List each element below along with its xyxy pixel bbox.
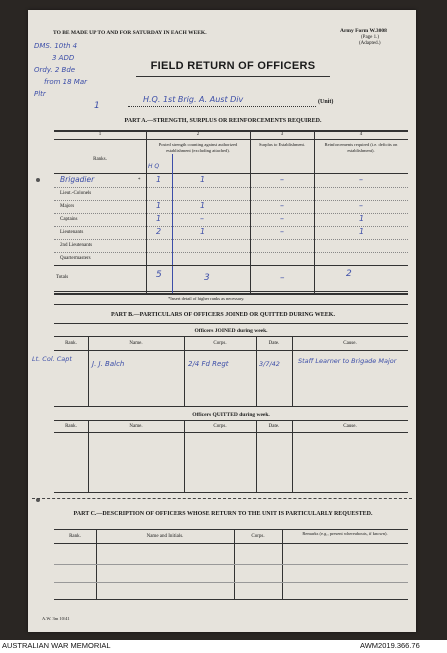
footer-accession: AWM2019.366.76 bbox=[360, 641, 420, 650]
partC-title: PART C.—DESCRIPTION OF OFFICERS WHOSE RETURN TO THE UNIT IS PARTICULARLY REQUESTED. bbox=[73, 511, 373, 517]
partC-rule bbox=[54, 529, 408, 530]
posted-a-cell: 2 bbox=[156, 227, 162, 236]
quitted-col-rank: Rank. bbox=[65, 424, 77, 429]
rank-cell: Lieutenants bbox=[60, 230, 84, 235]
quitted-bottom-rule bbox=[54, 492, 408, 493]
partC-col-name: Name and Initials. bbox=[146, 534, 184, 539]
row-rule bbox=[54, 252, 408, 253]
quitted-col-cause: Cause. bbox=[343, 424, 357, 429]
joined-col-corps: Corps. bbox=[213, 341, 227, 346]
partA-handwritten-mark: H Q bbox=[148, 163, 160, 170]
totals-reinf: 2 bbox=[346, 269, 352, 279]
row-rule bbox=[54, 200, 408, 201]
totals-posted-a: 5 bbox=[156, 270, 162, 280]
joined-corps-cell: 2/4 Fd Regt bbox=[188, 360, 229, 368]
partA-colnum-4: 4 bbox=[359, 132, 363, 137]
table-row bbox=[54, 200, 408, 213]
unit-handwritten: H.Q. 1st Brig. A. Aust Div bbox=[143, 95, 244, 104]
joined-title: Officers JOINED during week. bbox=[194, 328, 268, 334]
surplus-cell: – bbox=[280, 201, 284, 210]
joined-col-divider bbox=[256, 336, 257, 406]
margin-notes bbox=[34, 40, 134, 112]
partA-colnum-2: 2 bbox=[196, 132, 200, 137]
joined-rule bbox=[54, 336, 408, 337]
quitted-col-divider bbox=[88, 420, 89, 492]
row-rule bbox=[54, 226, 408, 227]
partA-title: PART A.—STRENGTH, SURPLUS OR REINFORCEMENTS REQUIRED. bbox=[124, 118, 322, 124]
margin-note: from 18 Mar bbox=[44, 78, 88, 86]
table-row bbox=[54, 265, 408, 278]
margin-note: Ordy. 2 Bde bbox=[34, 66, 76, 74]
partC-col-corps: Corps. bbox=[251, 534, 265, 539]
quitted-title: Officers QUITTED during week. bbox=[192, 412, 270, 418]
totals-label: Totals bbox=[56, 275, 69, 280]
joined-col-divider bbox=[292, 336, 293, 406]
partA-colhead-surplus: Surplus to Establishment. bbox=[258, 142, 306, 147]
partA-colhead-ranks: Ranks. bbox=[93, 157, 107, 162]
posted-b-cell: 1 bbox=[200, 175, 206, 184]
joined-col-divider bbox=[184, 336, 185, 406]
partA-bottom-rule bbox=[54, 293, 408, 295]
totals-posted-b: 3 bbox=[204, 273, 210, 283]
partA-footnote: *Insert detail of higher ranks as necessary. bbox=[168, 296, 245, 301]
row-rule bbox=[54, 213, 408, 214]
punch-hole bbox=[36, 178, 40, 182]
reinf-cell: – bbox=[359, 175, 363, 184]
joined-col-rank: Rank. bbox=[65, 341, 77, 346]
form-title: FIELD RETURN OF OFFICERS bbox=[150, 60, 316, 72]
title-underline bbox=[136, 76, 330, 77]
joined-col-name: Name. bbox=[129, 341, 143, 346]
surplus-cell: – bbox=[280, 175, 284, 184]
rank-cell: Brigadier bbox=[60, 175, 95, 184]
joined-cause-cell: Staff Learner to Brigade Major bbox=[298, 357, 397, 365]
quitted-header-rule bbox=[54, 432, 408, 433]
partA-colnum-1: 1 bbox=[98, 132, 102, 137]
table-row bbox=[54, 239, 408, 252]
joined-col-cause: Cause. bbox=[343, 341, 357, 346]
posted-b-cell: 1 bbox=[200, 227, 206, 236]
partA-totals-top-rule bbox=[54, 291, 408, 292]
unit-label: (Unit) bbox=[318, 99, 334, 105]
table-row bbox=[54, 174, 408, 187]
quitted-col-corps: Corps. bbox=[213, 424, 227, 429]
rank-cell: Majors bbox=[60, 204, 75, 209]
quitted-col-date: Date. bbox=[268, 424, 280, 429]
totals-surplus: – bbox=[280, 273, 285, 283]
partA-colnum-rule bbox=[54, 139, 408, 140]
joined-header-rule bbox=[54, 350, 408, 351]
partB-rule bbox=[54, 323, 408, 324]
partC-header-rule bbox=[54, 543, 408, 544]
partB-title: PART B.—PARTICULARS OF OFFICERS JOINED OR QUITTED DURING WEEK. bbox=[111, 312, 335, 318]
table-row bbox=[54, 187, 408, 200]
footer-credit: AUSTRALIAN WAR MEMORIAL bbox=[2, 641, 111, 650]
form-number: Army Form W.3008 bbox=[340, 28, 387, 34]
print-code: A.W. 3m 10/41 bbox=[42, 616, 70, 621]
surplus-cell: – bbox=[280, 227, 284, 236]
joined-rank-cell: Lt. Col. Capt bbox=[32, 355, 72, 363]
row-rule bbox=[54, 239, 408, 240]
row-rule bbox=[54, 187, 408, 188]
unit-line bbox=[128, 106, 316, 107]
surplus-cell: – bbox=[280, 214, 284, 223]
margin-note: 1 bbox=[94, 101, 100, 111]
rank-cell: Quartermasters bbox=[60, 256, 91, 261]
row-rule bbox=[54, 582, 408, 583]
partA-colhead-posted: Posted strength counting against authorized establishment (excluding attached). bbox=[158, 142, 238, 153]
star-cell: * bbox=[138, 178, 141, 183]
joined-name-cell: J. J. Balch bbox=[92, 360, 125, 368]
perforation-line bbox=[32, 498, 412, 499]
form-page-number: (Page 1.) bbox=[361, 35, 380, 40]
partA-colnum-3: 3 bbox=[280, 132, 284, 137]
posted-b-cell: – bbox=[200, 214, 204, 223]
reinf-cell: 1 bbox=[359, 214, 365, 223]
section-rule bbox=[54, 304, 408, 305]
margin-note: Pltr bbox=[34, 90, 46, 98]
reinf-cell: 1 bbox=[359, 227, 365, 236]
row-rule bbox=[54, 564, 408, 565]
rank-cell: 2nd Lieutenants bbox=[60, 243, 93, 248]
margin-note: DMS. 10th 4 bbox=[34, 42, 78, 50]
posted-a-cell: 1 bbox=[156, 175, 162, 184]
quitted-col-divider bbox=[256, 420, 257, 492]
partC-bottom-rule bbox=[54, 599, 408, 600]
row-rule bbox=[54, 265, 408, 266]
partC-col-rank: Rank. bbox=[69, 534, 81, 539]
table-row bbox=[54, 252, 408, 265]
partC-col-remarks: Remarks (e.g., present whereabouts, if known). bbox=[302, 531, 388, 536]
quitted-col-divider bbox=[184, 420, 185, 492]
quitted-col-name: Name. bbox=[129, 424, 143, 429]
joined-bottom-rule bbox=[54, 406, 408, 407]
joined-col-date: Date. bbox=[268, 341, 280, 346]
posted-b-cell: 1 bbox=[200, 201, 206, 210]
quitted-col-divider bbox=[292, 420, 293, 492]
margin-note: 3 ADD bbox=[52, 54, 75, 62]
table-row bbox=[54, 226, 408, 239]
top-note: TO BE MADE UP TO AND FOR SATURDAY IN EACH WEEK. bbox=[53, 30, 207, 36]
posted-a-cell: 1 bbox=[156, 201, 162, 210]
quitted-rule bbox=[54, 420, 408, 421]
joined-col-divider bbox=[88, 336, 89, 406]
rank-cell: Captains bbox=[60, 217, 78, 222]
partA-colhead-reinf: Reinforcements required (i.e. deficits on establishment). bbox=[324, 142, 398, 153]
form-page bbox=[28, 10, 416, 632]
rank-cell: Lieut.-Colonels bbox=[60, 191, 92, 196]
table-row bbox=[54, 213, 408, 226]
joined-date-cell: 3/7/42 bbox=[259, 360, 280, 368]
form-adapted: (Adapted.) bbox=[359, 41, 381, 46]
reinf-cell: – bbox=[359, 201, 363, 210]
posted-a-cell: 1 bbox=[156, 214, 162, 223]
